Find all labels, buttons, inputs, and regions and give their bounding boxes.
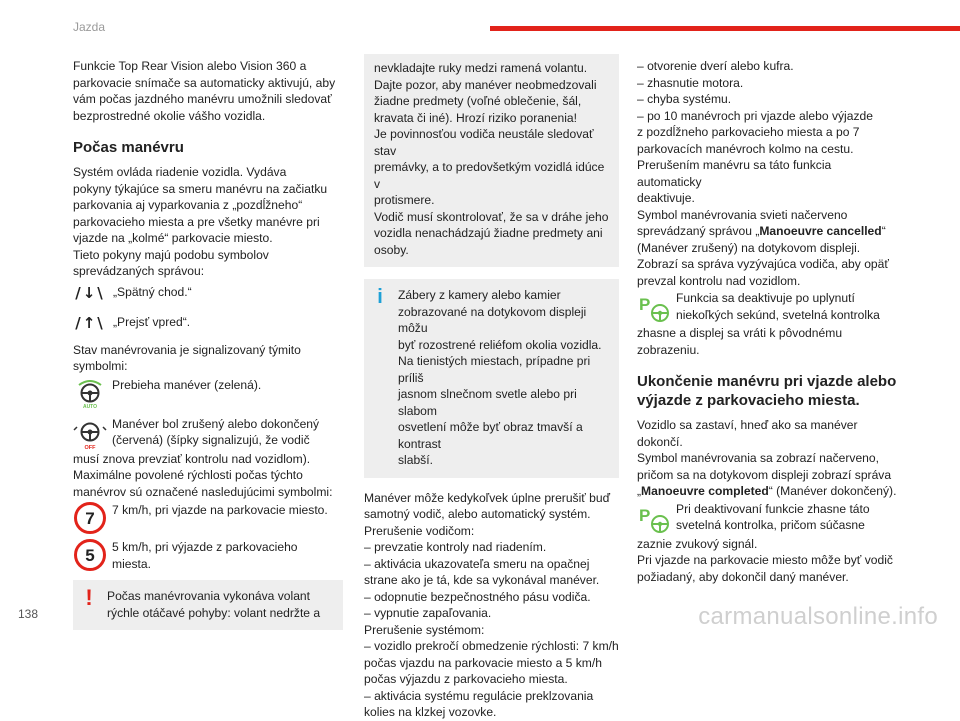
end-text-after: “ (Manéver dokončený). bbox=[768, 484, 897, 498]
speed-7-row bbox=[73, 502, 343, 535]
paragraph-status-symbols: Stav manévrovania je signalizovaný týmito symbolmi: bbox=[73, 342, 301, 373]
reverse-instruction bbox=[73, 282, 343, 306]
warning-box-continued bbox=[364, 54, 619, 267]
deactivation-text: Funkcia sa deaktivuje po uplynutí niekoľkých sekúnd, svetelná kontrolka bbox=[676, 291, 880, 322]
paragraph-interruption-cont bbox=[637, 58, 899, 289]
svg-text:P: P bbox=[639, 295, 651, 314]
manoeuvre-cancelled-label: Manéver bol zrušený alebo dokončený (červená) (šípky signalizujú, že vodič bbox=[112, 416, 320, 447]
heading-end-of-manoeuvre: Ukončenie manévru pri vjazde alebo výjazde z parkovacieho miesta. bbox=[637, 373, 897, 409]
end-text: Vozidlo sa zastaví, hneď ako sa manéver dokončí. Symbol manévrovania sa zobrazí načerveno, pričom sa na dotykovom displeji zobrazí správa „ bbox=[637, 418, 892, 498]
completion-block bbox=[637, 501, 899, 586]
message-manoeuvre-completed: Manoeuvre completed bbox=[641, 484, 769, 498]
deactivation-text-cont: zhasne a displej sa vráti k pôvodnému zobrazeniu. bbox=[637, 326, 843, 357]
paragraph-end-manoeuvre bbox=[637, 417, 899, 500]
svg-text:P: P bbox=[639, 505, 651, 525]
intro-paragraph: Funkcie Top Rear Vision alebo Vision 360 a parkovacie snímače sa automaticky aktivujú, aby vám počas jazdného manévru umožnili sledovať bezprostredné okolie vášho vozidla. bbox=[73, 59, 336, 123]
speed-7-label: 7 km/h, pri vjazde na parkovacie miesto. bbox=[112, 503, 328, 517]
paragraph-system-steering: Systém ovláda riadenie vozidla. Vydáva pokyny týkajúce sa smeru manévru na začiatku parkovania aj vyparkovania z „pozdĺžneho“ parkovacieho miesta a pre všetky manévre pri vjazde na „kolmé“ parkovacie miesto. Tieto pokyny majú podobu symbolov sprevádzaných správou: bbox=[73, 165, 328, 278]
heading-during-manoeuvre: Počas manévru bbox=[73, 139, 184, 156]
watermark: carmanualsonline.info bbox=[698, 603, 938, 630]
header-section-title: Jazda bbox=[73, 20, 106, 34]
manoeuvre-ongoing-label: Prebieha manéver (zelená). bbox=[112, 377, 262, 392]
speed-limit-5-icon bbox=[73, 538, 107, 572]
off-icon-text: OFF bbox=[84, 444, 96, 451]
warning-exclamation-icon: ! bbox=[85, 585, 93, 610]
warning-text: Počas manévrovania vykonáva volant rýchle otáčavé pohyby: volant nedržte a bbox=[107, 589, 321, 620]
warning-box bbox=[73, 580, 343, 630]
forward-arrows-icon: /↑\ bbox=[75, 314, 105, 333]
speed-5-label: 5 km/h, pri výjazde z parkovacieho miesta. bbox=[112, 540, 298, 571]
column-1 bbox=[73, 58, 343, 630]
steering-off-red-icon bbox=[73, 417, 107, 451]
auto-icon-text: AUTO bbox=[82, 403, 98, 410]
steering-auto-green-icon bbox=[73, 376, 107, 410]
interruption-text-after: “ (Manéver zrušený) na dotykovom displeji. Zobrazí sa správa vyzývajúca vodiča, aby opäť prevzal kontrolu nad vozidlom. bbox=[637, 224, 889, 288]
speed-5-row bbox=[73, 539, 343, 572]
completion-text-cont: zaznie zvukový signál. Pri vjazde na parkovacie miesto môže byť vodič požiadaný, aby dokončil daný manéver. bbox=[637, 536, 893, 584]
paragraph-interruption: Manéver môže kedykoľvek úplne prerušiť buď samotný vodič, alebo automatický systém. Prerušenie vodičom: – prevzatie kontroly nad riadením. – aktivácia ukazovateľa smeru na opačnej strane ako je tá, kde sa vykonával manéver. – odopnutie bezpečnostného pásu vodiča. – vypnutie zapaľovania. Prerušenie systémom: – vozidlo prekročí obmedzenie rýchlosti: 7 km/h počas vjazdu na parkovacie miesto a 5 km/h počas výjazdu z parkovacieho miesta. – aktivácia systému regulácie preklzovania kolies na klzkej vozovke. bbox=[364, 490, 619, 719]
manoeuvre-ongoing-row bbox=[73, 377, 343, 410]
forward-label: „Prejsť vpred“. bbox=[113, 314, 191, 329]
warning-text-continued: nevkladajte ruky medzi ramená volantu. Dajte pozor, aby manéver neobmedzovali žiadne predmety (voľné oblečenie, šál, kravata či iné). Hrozí riziko poranenia! Je povinnosťou vodiča neustále sledovať stav premávky, a to predovšetkým vozidlá idúce v protismere. Vodič musí skontrolovať, že sa v dráhe jeho vozidla nenachádzajú žiadne predmety ani osoby. bbox=[374, 61, 609, 257]
manoeuvre-cancelled-cont: musí znova prevziať kontrolu nad vozidlom). bbox=[73, 451, 311, 466]
info-text: Zábery z kamery alebo kamier zobrazované na dotykovom displeji môžu byť rozostrené reliéfom okolia vozidla. Na tienistých miestach, prípadne pri príliš jasnom slnečnom svetle alebo pri slabom osvetlení môže byť obraz tmavší a kontrast slabší. bbox=[398, 288, 602, 467]
reverse-arrows-icon: /↓\ bbox=[75, 284, 105, 303]
park-assist-green-icon-2 bbox=[637, 502, 671, 536]
page-number: 138 bbox=[18, 607, 39, 621]
interruption-text: – otvorenie dverí alebo kufra. – zhasnutie motora. – chyba systému. – po 10 manévroch pri vjazde alebo výjazde z pozdĺžneho parkovacieho miesta a po 7 parkovacích manévroch kolmo na cestu. Prerušením manévru sa táto funkcia automaticky deaktivuje. Symbol manévrovania svieti načerveno sprevádzaný správou „ bbox=[637, 59, 873, 238]
column-2 bbox=[364, 54, 619, 721]
message-manoeuvre-cancelled: Manoeuvre cancelled bbox=[759, 224, 882, 238]
speed-limit-7-icon bbox=[73, 501, 107, 535]
completion-text: Pri deaktivovaní funkcie zhasne táto svetelná kontrolka, pričom súčasne bbox=[676, 501, 870, 532]
header-accent-bar bbox=[490, 26, 960, 31]
info-box bbox=[364, 279, 619, 478]
info-icon: i bbox=[377, 286, 383, 308]
deactivation-block bbox=[637, 290, 899, 358]
reverse-label: „Spätný chod.“ bbox=[113, 284, 192, 299]
speed-5-value: 5 bbox=[85, 546, 95, 565]
speed-7-value: 7 bbox=[85, 509, 95, 528]
manoeuvre-cancelled-block bbox=[73, 416, 343, 468]
forward-instruction bbox=[73, 312, 343, 336]
paragraph-max-speeds: Maximálne povolené rýchlosti počas týchto manévrov sú označené nasledujúcimi symbolmi: bbox=[73, 468, 333, 499]
column-3 bbox=[637, 58, 899, 585]
park-assist-green-icon bbox=[637, 291, 671, 325]
